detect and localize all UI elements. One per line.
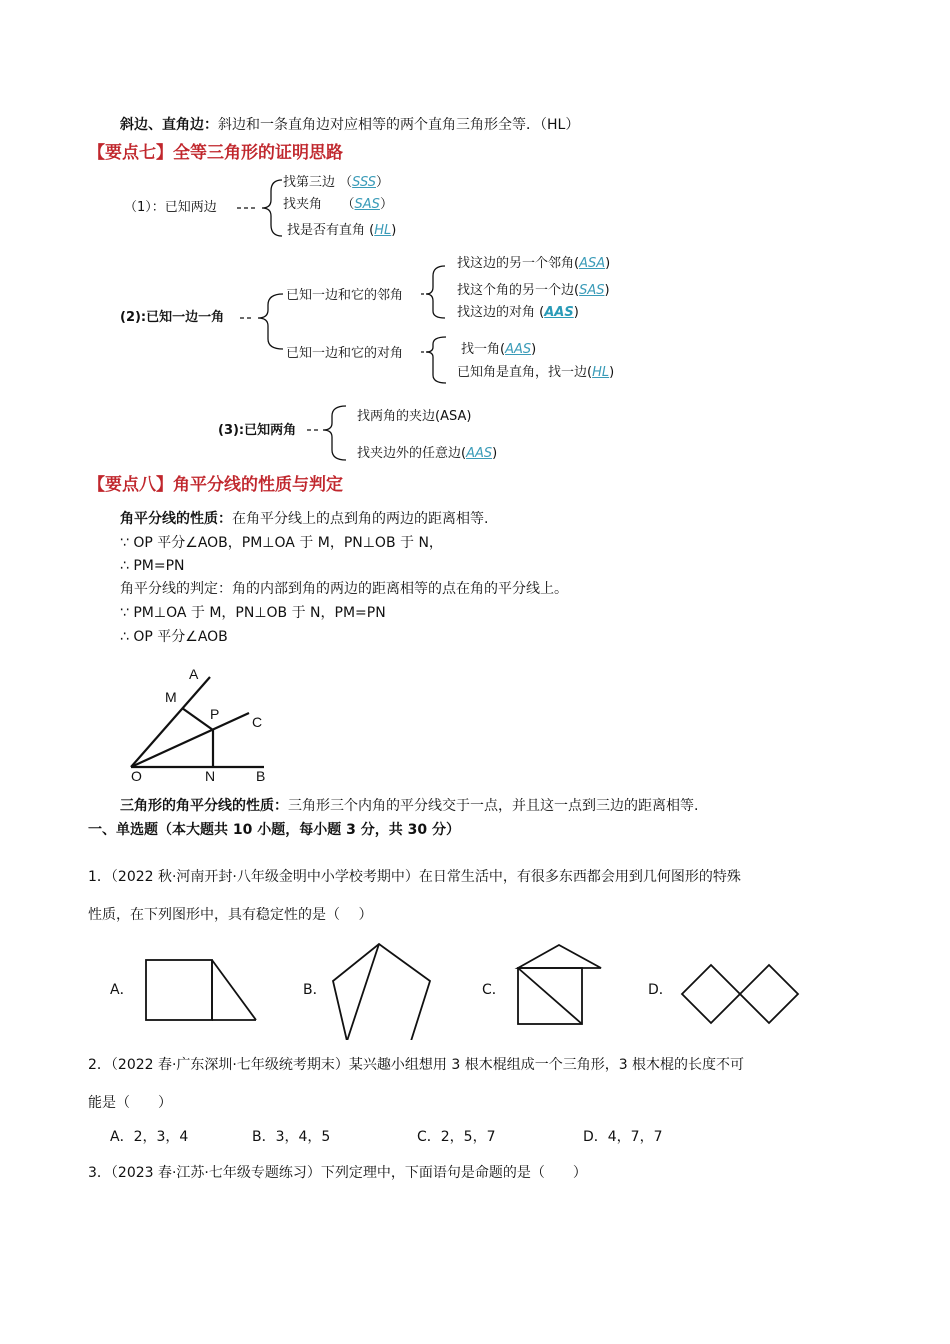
case1-root: （1）：已知两边 — [124, 200, 217, 215]
hl-text: 斜边和一条直角边对应相等的两个直角三角形全等．（HL） — [218, 117, 580, 133]
case2-branch-a: 已知一边和它的邻角 — [286, 288, 404, 303]
q2-line1: 2．（2022 春·广东深圳·七年级统考期末）某兴趣小组想用 3 根木棍组成一个三角形，3 根木棍的长度不可 — [88, 1057, 745, 1073]
segment-pm — [182, 708, 213, 730]
property-label: 角平分线的性质： — [120, 511, 232, 527]
q1-option-c[interactable]: C． — [482, 982, 506, 998]
label-o: O — [131, 768, 142, 784]
case2b-item: 已知角是直角，找一边(HL) — [457, 365, 615, 380]
label-p: P — [210, 706, 220, 722]
hl-label: 斜边、直角边： — [120, 117, 218, 133]
point7-heading: 【要点七】全等三角形的证明思路 — [88, 143, 343, 163]
q2-option-d[interactable]: D．4，7，7 — [583, 1129, 663, 1145]
triangle-label: 三角形的角平分线的性质： — [120, 798, 288, 814]
q2-option-c[interactable]: C．2，5，7 — [417, 1129, 496, 1145]
label-m: M — [165, 689, 177, 705]
shape-a — [146, 960, 256, 1020]
case1-item: 找夹角 （SAS） — [283, 197, 393, 212]
ray-oc — [131, 713, 249, 767]
point8-heading: 【要点八】角平分线的性质与判定 — [88, 475, 343, 495]
tree-diagram — [0, 0, 950, 480]
case2a-item: 找这个角的另一个边(SAS) — [457, 283, 610, 298]
case1-item: 找是否有直角 (HL) — [287, 223, 397, 238]
judgement: 角平分线的判定：角的内部到角的两边的距离相等的点在角的平分线上。 — [120, 581, 568, 597]
q1-line2: 性质，在下列图形中，具有稳定性的是（ ） — [88, 907, 373, 923]
q3-line1: 3．（2023 春·江苏·七年级专题练习）下列定理中，下面语句是命题的是（ ） — [88, 1165, 587, 1181]
q2-option-b[interactable]: B．3，4，5 — [252, 1129, 331, 1145]
ray-oa — [131, 677, 210, 767]
q1-option-a[interactable]: A． — [110, 982, 134, 998]
therefore1: ∴ PM=PN — [120, 558, 185, 574]
case2a-item: 找这边的另一个邻角(ASA) — [457, 256, 611, 271]
case2b-item: 找一角(AAS) — [461, 342, 537, 357]
q1-option-d[interactable]: D． — [648, 982, 673, 998]
case1-item: 找第三边 （SSS） — [283, 175, 390, 190]
label-a: A — [189, 666, 199, 682]
because2: ∵ PM⊥OA 于 M，PN⊥OB 于 N，PM=PN — [120, 605, 386, 621]
case2-root: (2):已知一边一角 — [120, 310, 225, 325]
shape-b — [333, 944, 430, 1040]
case3-item: 找夹边外的任意边(AAS) — [357, 446, 498, 461]
because1: ∵ OP 平分∠AOB，PM⊥OA 于 M，PN⊥OB 于 N， — [120, 535, 443, 551]
therefore2: ∴ OP 平分∠AOB — [120, 629, 228, 645]
triangle-text: 三角形三个内角的平分线交于一点，并且这一点到三边的距离相等. — [288, 798, 699, 814]
q2-option-a[interactable]: A．2，3，4 — [110, 1129, 189, 1145]
triangle-line — [120, 797, 698, 815]
shape-d — [682, 965, 798, 1023]
case2-branch-b: 已知一边和它的对角 — [286, 346, 404, 361]
case3-item: 找两角的夹边(ASA) — [357, 409, 472, 424]
label-c: C — [252, 714, 263, 730]
q2-line2: 能是（ ） — [88, 1095, 172, 1111]
q1-line1: 1．（2022 秋·河南开封·八年级金明中小学校考期中）在日常生活中，有很多东西都会用到几何图形的特殊 — [88, 869, 741, 885]
property-text: 在角平分线上的点到角的两边的距离相等. — [232, 511, 489, 527]
case2a-item: 找这边的对角 (AAS) — [457, 305, 579, 320]
label-b: B — [256, 768, 266, 784]
property-line — [120, 510, 488, 528]
section-title: 一、单选题（本大题共 10 小题，每小题 3 分，共 30 分） — [88, 822, 460, 838]
case3-root: (3):已知两角 — [218, 423, 297, 438]
q1-option-b[interactable]: B． — [303, 982, 327, 998]
shape-c — [518, 945, 601, 1024]
label-n: N — [205, 768, 216, 784]
